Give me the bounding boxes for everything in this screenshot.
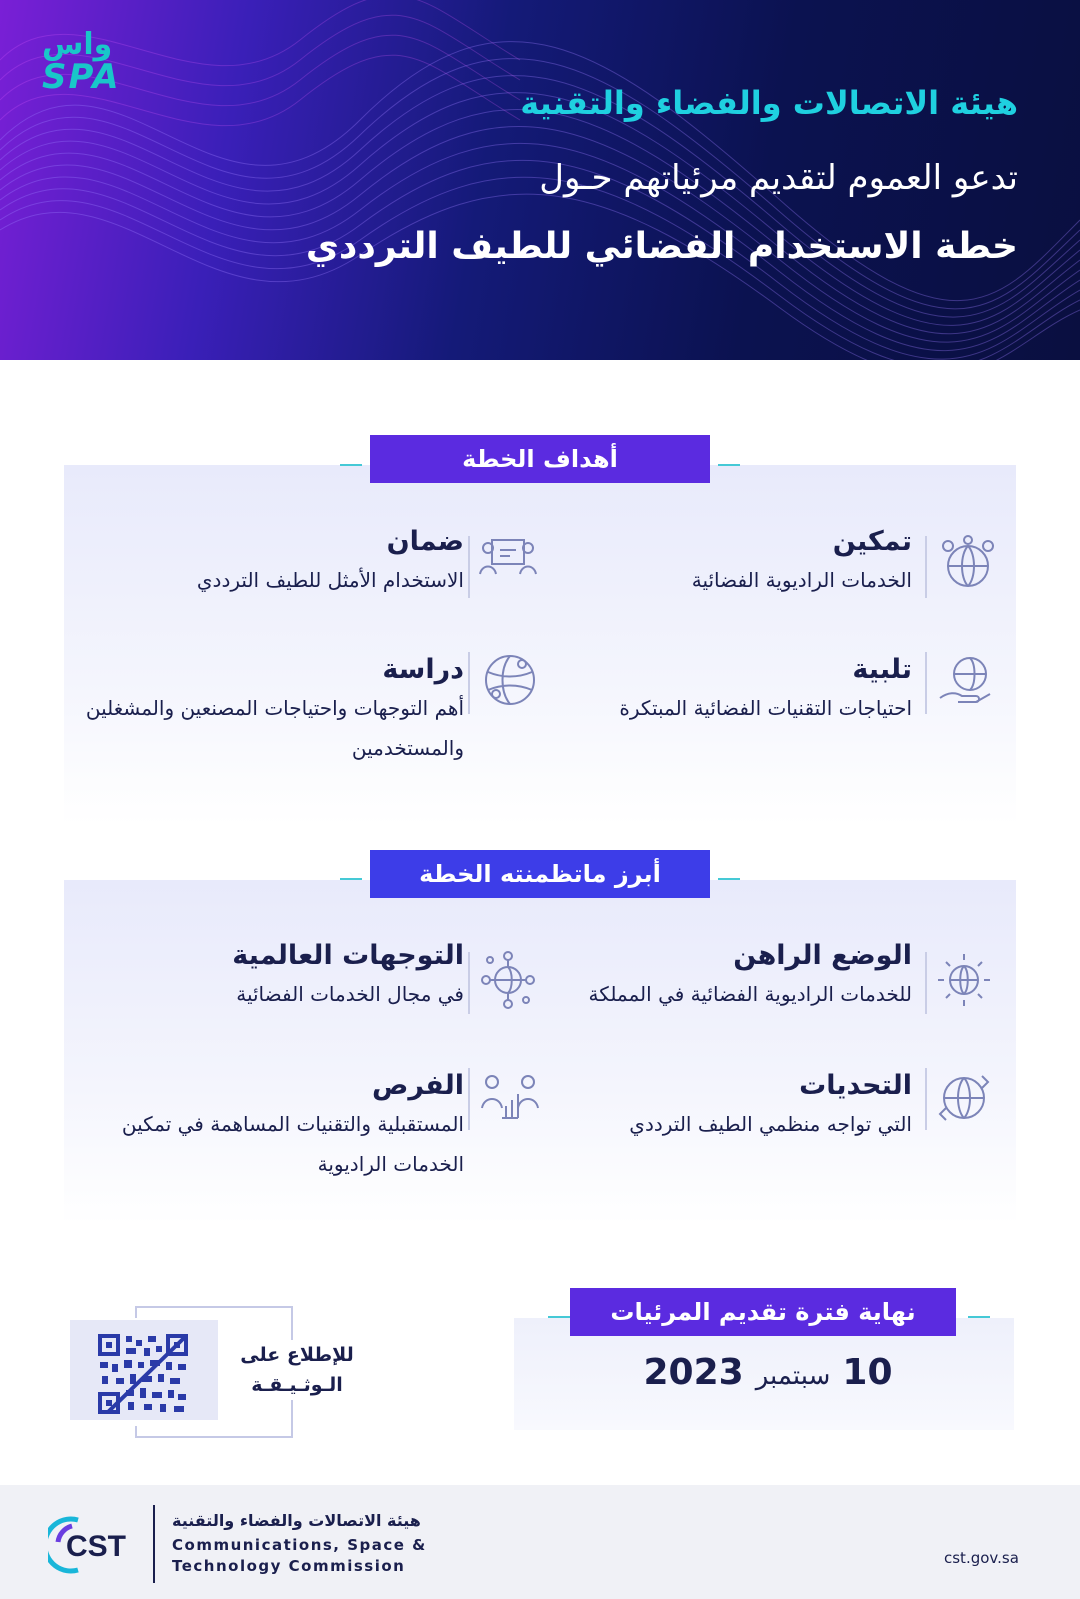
footer-org-english-line2: Technology Commission (172, 1557, 406, 1575)
footer-divider (153, 1505, 155, 1583)
goal-desc: الاستخدام الأمثل للطيف الترددي (196, 568, 464, 592)
deadline-month: سبتمبر (755, 1361, 831, 1391)
content-title: الفرص (372, 1070, 464, 1101)
qr-caption (222, 1340, 372, 1400)
network-globe-icon (938, 534, 998, 594)
contents-title: أبرز ماتظمنته الخطة (370, 850, 710, 898)
title-dash-right (968, 1316, 990, 1318)
qr-code-icon[interactable] (98, 1334, 188, 1414)
goal-title: ضمان (386, 526, 464, 557)
footer (0, 1485, 1080, 1599)
goal-item-study (64, 652, 464, 768)
header-org-name: هيئة الاتصالات والفضاء والتقنية (520, 84, 1018, 122)
divider (468, 1068, 470, 1130)
content-title: الوضع الراهن (733, 940, 912, 971)
content-desc: للخدمات الراديوية الفضائية في المملكة (588, 982, 912, 1006)
goal-desc: احتياجات التقنيات الفضائية المبتكرة (619, 696, 912, 720)
spa-logo-english: SPA (42, 57, 121, 97)
header-plan-title: خطة الاستخدام الفضائي للطيف الترددي (305, 226, 1018, 267)
cst-logo-text: CST (66, 1530, 126, 1563)
orbit-globe-icon (480, 650, 540, 710)
content-desc: المستقبلية والتقنيات المساهمة في تمكين الخدمات الراديوية (121, 1112, 464, 1176)
cst-logo (48, 1512, 140, 1576)
content-item-trends (64, 938, 464, 1014)
goal-desc: الخدمات الراديوية الفضائية (691, 568, 912, 592)
content-item-opportunities (64, 1068, 464, 1184)
deadline-day: 10 (842, 1352, 893, 1393)
footer-org-arabic: هيئة الاتصالات والفضاء والتقنية (172, 1511, 421, 1530)
goals-title: أهداف الخطة (370, 435, 710, 483)
spa-logo-arabic: واس (42, 27, 113, 62)
content-desc: التي تواجه منظمي الطيف الترددي (629, 1112, 912, 1136)
goal-title: تلبية (852, 654, 912, 685)
content-item-challenges (592, 1068, 912, 1144)
divider (925, 652, 927, 714)
divider (925, 536, 927, 598)
goal-title: دراسة (382, 654, 464, 685)
hand-globe-icon (936, 652, 996, 712)
divider (925, 1068, 927, 1130)
footer-org-english-line1: Communications, Space & (172, 1536, 427, 1554)
deadline-title: نهاية فترة تقديم المرئيات (570, 1288, 956, 1336)
header-banner (0, 0, 1080, 360)
connected-globe-icon (478, 950, 538, 1010)
header-invitation: تدعو العموم لتقديم مرئياتهم حـول (539, 158, 1018, 198)
title-dash-right (718, 464, 740, 466)
deadline-date (628, 1352, 908, 1402)
qr-caption-line1: للإطلاع على (240, 1344, 354, 1366)
title-dash-left (340, 878, 362, 880)
content-desc: في مجال الخدمات الفضائية (236, 982, 464, 1006)
content-title: التوجهات العالمية (232, 940, 464, 971)
goal-desc: أهم التوجهات واحتياجات المصنعين والمشغلين والمستخدمين (85, 696, 464, 760)
title-dash-left (340, 464, 362, 466)
goal-title: تمكين (832, 526, 912, 557)
deadline-year: 2023 (643, 1352, 744, 1393)
people-chart-icon (480, 1068, 540, 1128)
divider (468, 952, 470, 1014)
goal-item-ensure (64, 524, 464, 600)
team-board-icon (478, 530, 538, 590)
divider (468, 536, 470, 598)
title-dash-left (548, 1316, 570, 1318)
arrows-globe-icon (934, 1068, 994, 1128)
content-title: التحديات (799, 1070, 912, 1101)
goal-item-meet (592, 652, 912, 728)
divider (468, 652, 470, 714)
goal-item-enable (552, 524, 912, 600)
spa-logo (42, 27, 142, 97)
title-dash-right (718, 878, 740, 880)
gear-globe-icon (934, 950, 994, 1010)
footer-website-link[interactable]: cst.gov.sa (944, 1549, 1019, 1567)
goals-panel (64, 465, 1016, 825)
divider (925, 952, 927, 1014)
content-item-status (552, 938, 912, 1014)
qr-caption-line2: الـوثـيـقـة (251, 1374, 343, 1396)
